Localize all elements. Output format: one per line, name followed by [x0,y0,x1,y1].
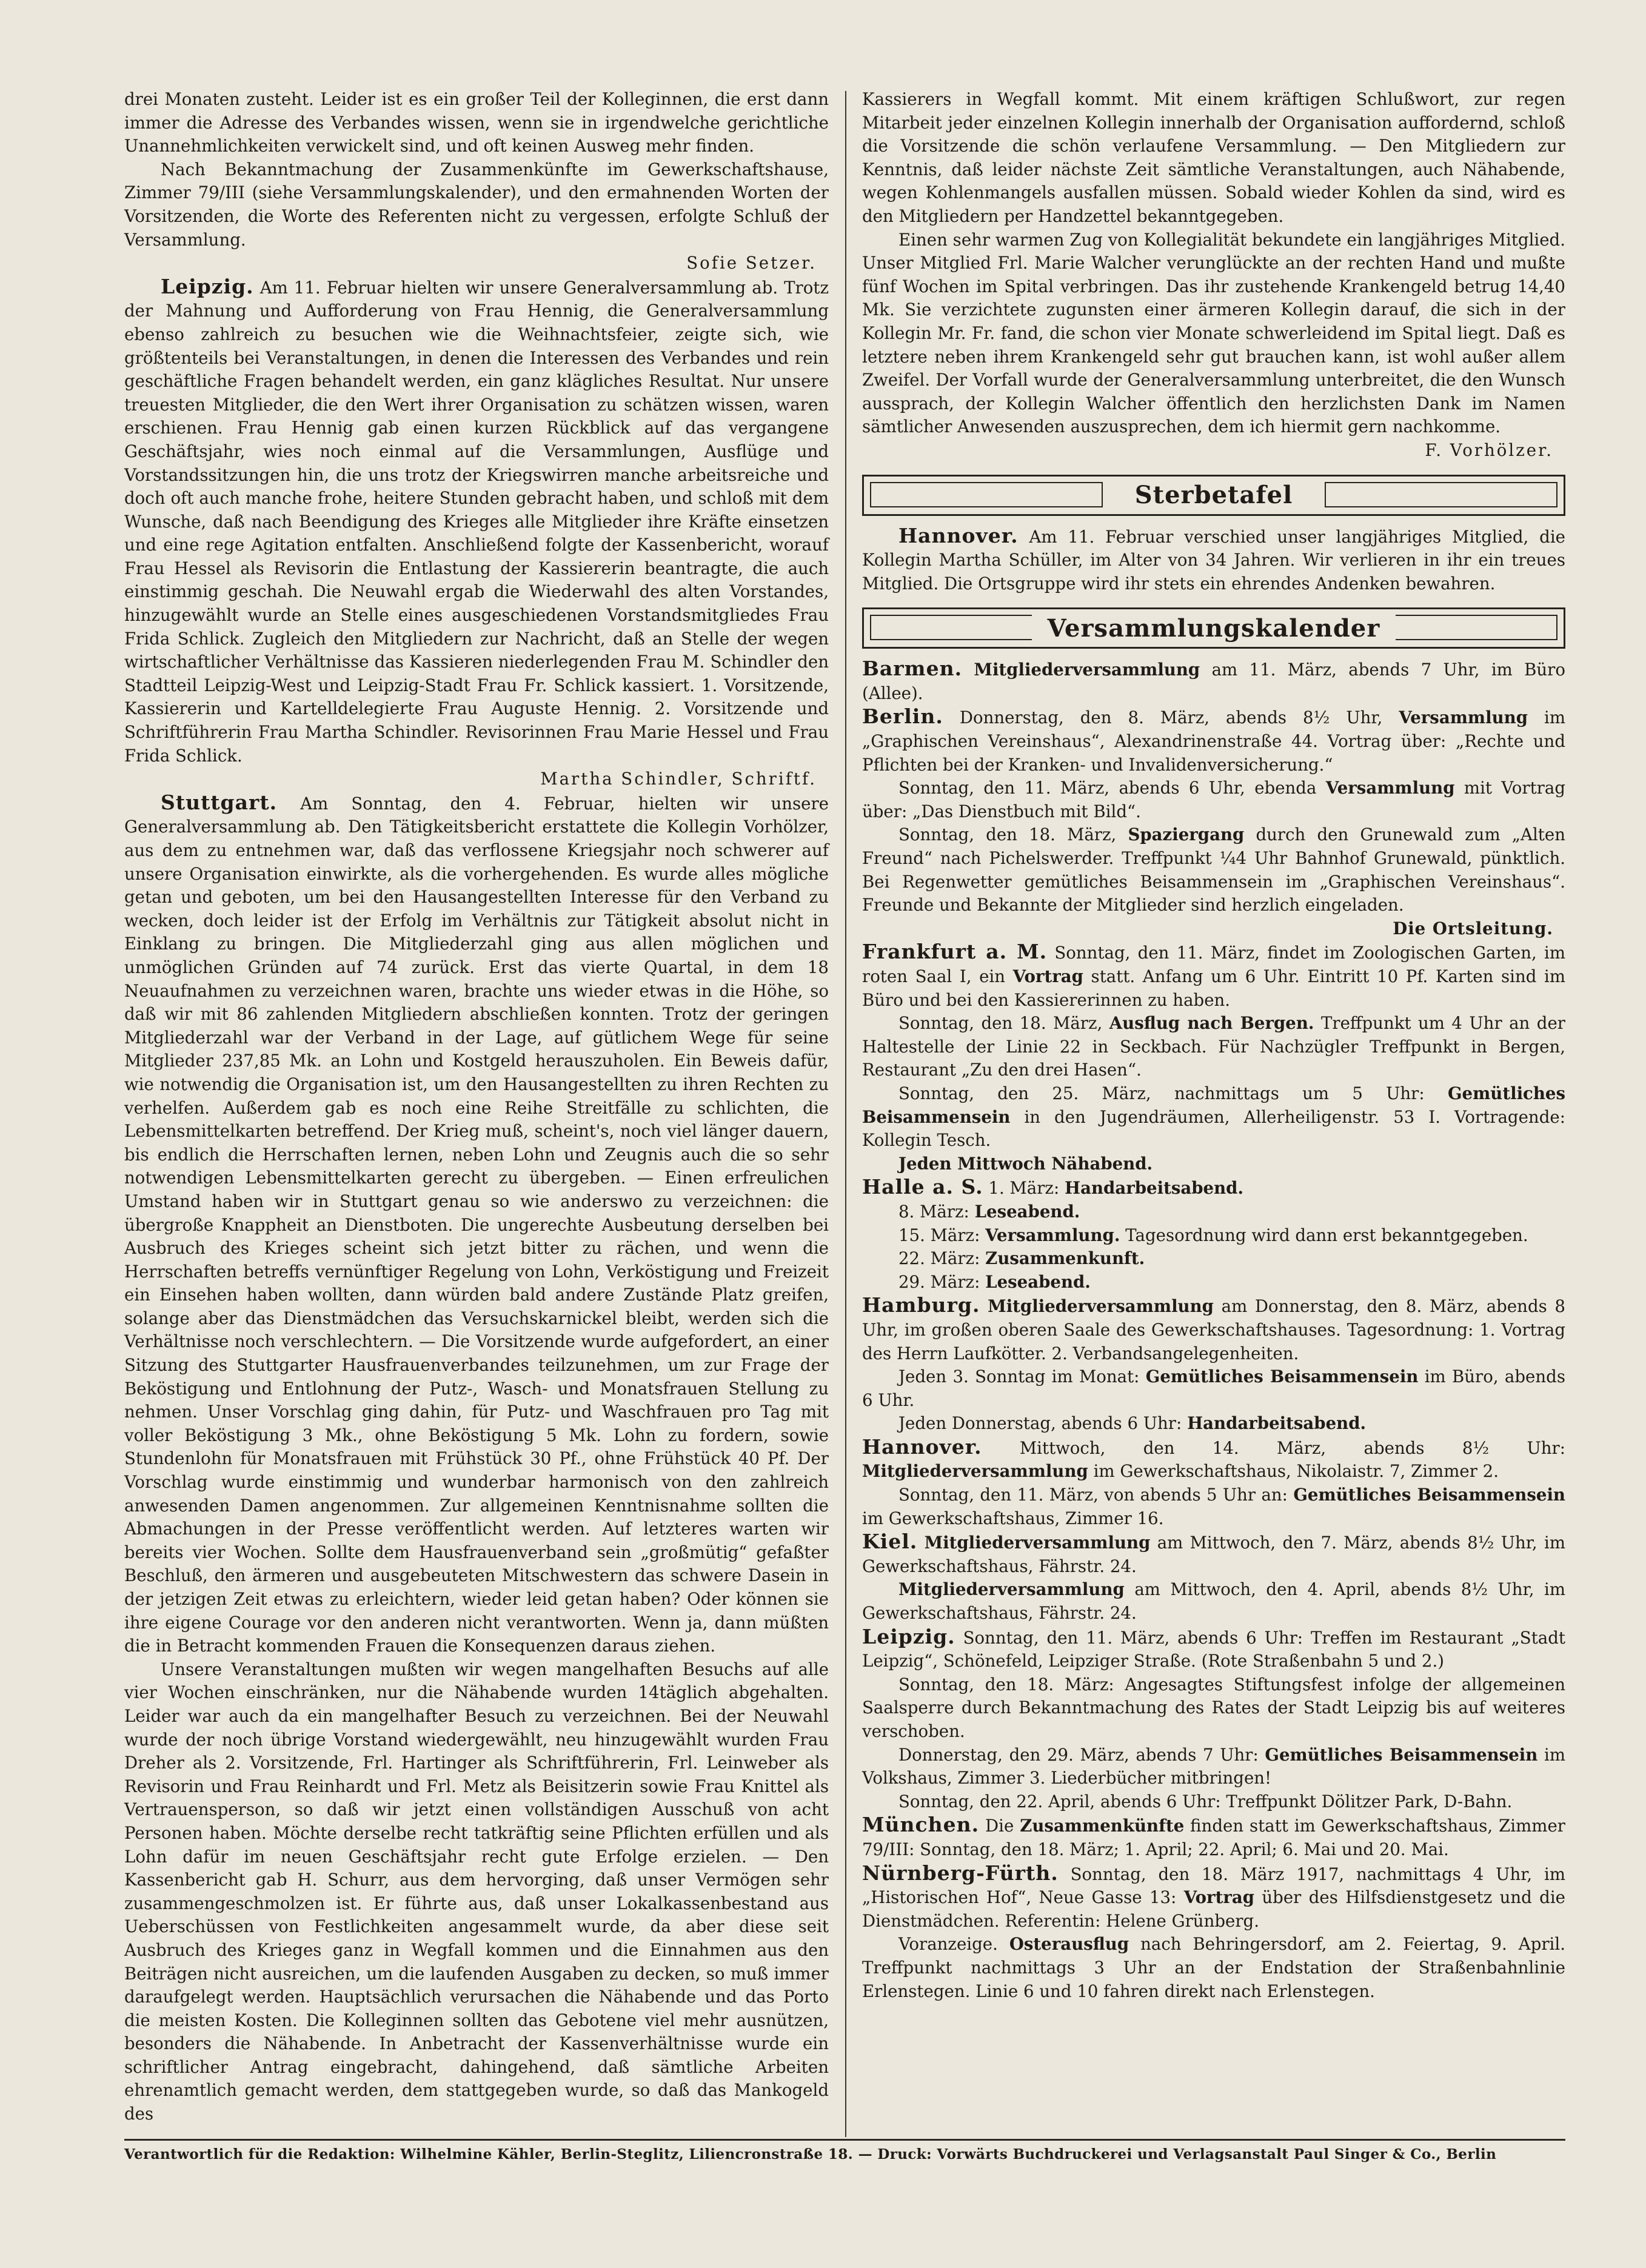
event-keyword: Osterausflug [1009,1934,1129,1955]
event-text: im „Graphischen Vereinshaus“, Alexandrinenstraße 44. Vortrag über: „Rechte und Pflichten bei der Kranken- und Invalidenversicherung.“ [862,707,1565,775]
event-keyword: Vortrag [1012,966,1083,986]
signature: Martha Schindler, Schriftf. [540,769,817,789]
event-keyword: Vortrag [1183,1887,1255,1908]
report-stuttgart-cont: Unsere Veranstaltungen mußten wir wegen mangelhaften Besuchs auf alle vier Wochen einschränken, nur die Nähabende wurden 14täglich abgehalten. Leider war auch da ein mangelhafter Besuch zu verzeichnen. Bei der Neuwahl wurde der noch übrige Vorstand wiedergewählt, neu hinzugewählt wurden Frau Dreher als 2. Vorsitzende, Frl. Hartinger als Schriftführerin, Frl. Leinweber als Revisorin und Frau Reinhardt und Frl. Metz als Beisitzerin sowie Frau Knittel als Vertrauensperson, so daß wir jetzt einen vollständigen Ausschuß von acht Personen haben. Möchte derselbe recht tatkräftig seine Pflichten erfüllen und als Lohn dafür im neuen Geschäftsjahr recht gute Erfolge erzielen. — Den Kassenbericht gab H. Schurr, aus dem hervorging, daß unser Vermögen sehr zusammengeschmolzen ist. Er führte aus, daß unser Lokalkassenbestand aus Ueberschüssen von Festlichkeiten angesammelt wurde, da aber diese seit Ausbruch des Krieges ganz in Wegfall kommen und die Einnahmen aus den Beiträgen nicht ausreichen, um die laufenden Ausgaben zu decken, so muß immer daraufgelegt werden. Hauptsächlich verursachen die Nähabende und das Porto die meisten Kosten. Die Kolleginnen sollten das Gebotene viel mehr ausnützen, besonders die Nähabende. In Anbetracht der Kassenverhältnisse wurde ein schriftlicher Antrag eingebracht, dahingehend, daß sämtliche Arbeiten ehrenamtlich gemacht werden, dem stattgegeben wurde, so daß das Mankogeld des [124,1659,829,2124]
event-keyword: Ausflug nach Bergen. [1109,1013,1314,1034]
event-keyword: Handarbeitsabend. [1065,1178,1244,1199]
event-hamburg-3 [862,1412,1565,1436]
event-text: Voranzeige. [898,1934,998,1955]
event-text: Sonntag, den 18. März, [898,825,1117,845]
event-berlin-2 [862,777,1565,823]
event-nuernberg [862,1862,1565,1933]
event-text: Jeden Donnerstag, abends 6 Uhr: [898,1413,1182,1434]
city-name: Nürnberg-Fürth. [862,1861,1059,1885]
event-text: Treffpunkt um 4 Uhr an der Haltestelle der Linie 22 in Seckbach. Für Nachzügler Treffpunkt in Bergen, Restaurant „Zu den drei Hasen“. [862,1013,1565,1080]
header-frame-left [870,482,1103,507]
event-text: am Mittwoch, den 7. März, abends 8½ Uhr, im Gewerkschaftshaus, Fährstr. 24. [862,1533,1565,1576]
event-keyword: Mitgliederversammlung [988,1296,1214,1317]
kalender-header [862,607,1565,649]
city-name: München. [862,1813,980,1837]
event-muenchen [862,1813,1565,1861]
event-halle-2 [862,1200,1565,1224]
event-text: im Gewerkschaftshaus, Zimmer 16. [862,1508,1164,1528]
event-text: Sonntag, den 18. März 1917, nachmittags 4 Uhr, im „Historischen Hof“, Neue Gasse 13: [862,1864,1565,1908]
event-hamburg-2 [862,1365,1565,1412]
event-text: Sonntag, den 11. März, abends 6 Uhr: Treffen im Restaurant „Stadt Leipzig“, Schönefeld, Leipziger Straße. (Rote Straßenbahn 5 und 2.) [862,1627,1565,1671]
obituary-text: Am 11. Februar verschied unser langjähriges Mitglied, die Kollegin Martha Schüller, im Alter von 34 Jahren. Wir verlieren in ihr ein treues Mitglied. Die Ortsgruppe wird ihr stets ein ehrendes Andenken bewahren. [862,526,1565,594]
event-keyword: Gemütliches Beisammensein [862,1083,1566,1127]
event-keyword: Mitgliederversammlung [898,1579,1125,1600]
event-text: 8. März: [898,1201,969,1222]
report-text: Am Sonntag, den 4. Februar, hielten wir unsere Generalversammlung ab. Den Tätigkeitsbericht erstattete die Kollegin Vorhölzer, aus dem zu entnehmen war, daß das verflossene Kriegsjahr noch schwerer auf unsere Organisation einwirkte, als die vorhergehenden. Es wurde alles mögliche getan und geboten, um bei den Hausangestellten Interesse für den Verband zu wecken, doch leider ist der Erfolg im Verhältnis zur Tätigkeit absolut nicht in Einklang zu bringen. Die Mitgliederzahl ging aus allen möglichen und unmöglichen Gründen auf 74 zurück. Erst das vierte Quartal, in dem 18 Neuaufnahmen zu verzeichnen waren, brachte uns wieder etwas in die Höhe, so daß wir mit 86 zahlenden Mitgliedern abschließen konnten. Trotz der geringen Mitgliederzahl war der Verband in der Lage, auf gütlichem Wege für seine Mitglieder 237,85 Mk. an Lohn und Kostgeld herauszuholen. Ein Beweis dafür, wie notwendig die Organisation ist, um den Hausangestellten zu ihren Rechten zu verhelfen. Außerdem gab es noch eine Reihe Streitfälle zu schlichten, die Lebensmittelkarten betreffend. Der Krieg muß, scheint's, noch viel länger dauern, bis endlich die Herrschaften lernen, neben Lohn und Zeugnis auch die so sehr notwendigen Lebensmittelkarten gerecht zu übergeben. — Einen erfreulichen Umstand haben wir in Stuttgart genau so wie anderswo zu verzeichnen: die übergroße Knappheit an Dienstboten. Die ungerechte Ausbeutung derselben bei Ausbruch des Krieges scheint sich jetzt bitter zu rächen, und wenn die Herrschaften betreffs vernünftiger Regelung von Lohn, Verköstigung und Freizeit ein Einsehen haben wollten, dann würden bald andere Zustände Platz greifen, solange aber das Dienstmädchen das Versuchskarnickel bleibt, werden sich die Verhältnisse noch verschlechtern. — Die Vorsitzende wurde aufgefordert, an einer Sitzung des Stuttgarter Hausfrauenverbandes teilzunehmen, um zur Frage der Beköstigung und Entlohnung der Putz-, Wasch- und Monatsfrauen Stellung zu nehmen. Unser Vorschlag ging dahin, für Putz- und Waschfrauen pro Tag mit voller Beköstigung 3 Mk., ohne Beköstigung 5 Mk. Lohn zu fordern, sowie Stundenlohn für Monatsfrauen mit Frühstück 30 Pf., ohne Frühstück 40 Pf. Der Vorschlag wurde einstimmig und wunderbar harmonisch von den zahlreich anwesenden Damen angenommen. Zur allgemeinen Kenntnisnahme sollten die Abmachungen in der Presse veröffentlicht werden. Auf letzteres warten wir bereits vier Wochen. Sollte dem Hausfrauenverband sein „großmütig“ gefaßter Beschluß, den ärmeren und ausgebeuteten Mitschwestern das schwere Dasein in der jetzigen Zeit etwas zu erleichtern, wieder leid getan haben? Oder können sie ihre eigene Courage vor den anderen nicht verantworten. Wenn ja, dann müßten die in Betracht kommenden Frauen die Konsequenzen daraus ziehen. [124,793,829,1656]
event-berlin [862,705,1565,777]
event-text: finden statt im Gewerkschaftshaus, Zimmer 79/III: Sonntag, den 18. März; 1. April; 22. April; 6. Mai und 20. Mai. [862,1816,1565,1859]
event-keyword: Mitgliederversammlung [974,660,1200,680]
event-hannover-2 [862,1484,1565,1530]
event-text: Mittwoch, den 14. März, abends 8½ Uhr: [1019,1437,1565,1458]
event-barmen [862,657,1565,705]
event-leipzig-2: Sonntag, den 18. März: Angesagtes Stiftungsfest infolge der allgemeinen Saalsperre durch Bekanntmachung des Rates der Stadt Leipzig bis auf weiteres verschoben. [862,1674,1565,1741]
event-hamburg [862,1294,1565,1365]
sterbetafel-header [862,475,1565,516]
event-text: Die [985,1816,1014,1836]
intro-paragraph-2: Nach Bekanntmachung der Zusammenkünfte im Gewerkschaftshause, Zimmer 79/III (siehe Versammlungskalender), und den ermahnenden Worten der Vorsitzenden, die Worte des Referenten nicht zu vergessen, erfolgte Schluß der Versammlung. [124,159,829,250]
section-title: Sterbetafel [1119,481,1309,509]
city-name: Stuttgart. [161,790,278,814]
obituary-hannover [862,524,1565,596]
event-text: mit Vortrag über: „Das Dienstbuch mit Bild“. [862,778,1565,821]
event-keyword: Spaziergang [1128,825,1245,845]
event-text: 1. März: [988,1178,1060,1199]
event-text: Donnerstag, den 29. März, abends 7 Uhr: [898,1744,1259,1765]
left-column [124,88,829,2126]
event-text: statt. Anfang um 6 Uhr. Eintritt 10 Pf. Karten sind im Büro und bei den Kassiererinnen zu haben. [862,966,1565,1010]
event-frankfurt-2 [862,1012,1565,1082]
city-name: Hamburg. [862,1293,980,1317]
section-title: Versammlungskalender [1032,614,1396,643]
event-keyword: Gemütliches Beisammensein [1293,1485,1565,1505]
city-name: Hannover. [898,523,1019,547]
city-name: Halle a. S. [862,1175,983,1199]
city-name: Hannover. [862,1434,982,1459]
event-leipzig-3 [862,1744,1565,1790]
event-leipzig [862,1625,1565,1673]
right-column [862,88,1565,2003]
event-keyword: Leseabend. [974,1201,1080,1222]
event-keyword: Handarbeitsabend. [1187,1413,1367,1434]
header-frame-right [1325,482,1557,507]
city-name: Barmen. [862,657,963,681]
event-keyword: Zusammenkünfte [1020,1816,1185,1836]
event-text: Sonntag, den 11. März, abends 6 Uhr, ebenda [898,778,1317,798]
event-keyword: Versammlung. [985,1225,1120,1245]
event-text: Sonntag, den 11. März, von abends 5 Uhr an: [898,1485,1288,1505]
event-keyword: Leseabend. [985,1271,1091,1292]
report-text: Am 11. Februar hielten wir unsere Generalversammlung ab. Trotz der Mahnung und Aufforderung von Frau Hennig, die Generalversammlung ebenso zahlreich zu besuchen wie die Weihnachtsfeier, zeigte sich, wie größtenteils bei Veranstaltungen, in denen die Interessen des Verbandes und rein geschäftliche Fragen behandelt werden, ein ganz klägliches Resultat. Nur unsere treuesten Mitglieder, die den Wert ihrer Organisation zu schätzen wissen, waren erschienen. Frau Hennig gab einen kurzen Rückblick auf das vergangene Geschäftsjahr, wies noch einmal auf die Versammlungen, Ausflüge und Vorstandssitzungen hin, die uns trotz der Kriegswirren manche arbeitsreiche und doch oft auch manche frohe, heitere Stunden gebracht haben, und schloß mit dem Wunsche, daß nach Beendigung des Krieges alle Mitglieder ihre Kräfte einsetzen und eine rege Agitation entfalten. Anschließend folgte der Kassenbericht, worauf Frau Hessel als Revisorin die Entlastung der Kassiererin beantragte, die auch einstimmig geschah. Die Neuwahl ergab die Wiederwahl des alten Vorstandes, hinzugewählt wurde an Stelle eines ausgeschiedenen Vorstandsmitgliedes Frau Frida Schlick. Zugleich den Mitgliedern zur Nachricht, daß an Stelle der wegen wirtschaftlicher Verhältnisse das Kassieren niederlegenden Frau M. Schindler den Stadtteil Leipzig-West und Leipzig-Stadt Frau Fr. Schlick kassiert. 1. Vorsitzende, Kassiererin und Kartelldelegierte Frau Auguste Hennig. 2. Vorsitzende und Schriftführerin Frau Martha Schindler. Revisorinnen Frau Marie Hessel und Frau Frida Schlick. [124,277,829,766]
event-text: über des Hilfsdienstgesetz und die Dienstmädchen. Referentin: Helene Grünberg. [862,1887,1565,1931]
event-text: Sonntag, den 25. März, nachmittags um 5 Uhr: [898,1083,1425,1103]
continued-paragraph-2: Einen sehr warmen Zug von Kollegialität bekundete ein langjähriges Mitglied. Unser Mitglied Frl. Marie Walcher verunglückte an der rechten Hand und mußte fünf Wochen im Spital verbringen. Das ihr zustehende Krankengeld betrug 14,40 Mk. Sie verzichtete zugunsten einer ärmeren Kollegin darauf, die sich in der Kollegin Mr. Fr. fand, die schon vier Monate schwerleidend im Spital liegt. Daß es letztere neben ihrem Krankengeld sehr gut brauchen kann, ist wohl außer allem Zweifel. Der Vorfall wurde der Generalversammlung unterbreitet, die den Wunsch aussprach, der Kollegin Walcher öffentlich den herzlichsten Dank im Namen sämtlicher Anwesenden auszusprechen, dem ich hiermit gern nachkomme. [862,229,1565,437]
event-text: Sonntag, den 11. März, findet im Zoologischen Garten, im roten Saal I, ein [862,943,1565,986]
event-text: nach Behringersdorf, am 2. Feiertag, 9. April. Treffpunkt nachmittags 3 Uhr an der Endstation der Straßenbahnlinie Erlenstegen. Linie 6 und 10 fahren direkt nach Erlenstegen. [862,1934,1565,2001]
event-frankfurt [862,940,1565,1012]
city-name: Kiel. [862,1530,918,1554]
event-text: am 11. März, abends 7 Uhr, im Büro (Allee). [862,660,1565,703]
city-name: Leipzig. [862,1624,955,1648]
event-text: Sonntag, den 18. März, [898,1013,1103,1034]
event-kiel-2 [862,1578,1565,1625]
event-text: im Volkshaus, Zimmer 3. Liederbücher mitbringen! [862,1744,1566,1788]
event-halle-3 [862,1224,1565,1248]
intro-paragraph: drei Monaten zusteht. Leider ist es ein großer Teil der Kolleginnen, die erst dann immer die Adresse des Verbandes wissen, wenn sie in irgendwelche gerichtliche Unannehmlichkeiten verwickelt sind, und oft keinen Ausweg mehr finden. [124,89,829,156]
event-leipzig-4: Sonntag, den 22. April, abends 6 Uhr: Treffpunkt Dölitzer Park, D-Bahn. [898,1791,1513,1811]
event-text: 15. März: [898,1225,980,1245]
event-text: Jeden 3. Sonntag im Monat: [898,1366,1140,1387]
report-leipzig [124,275,829,768]
city-name: Berlin. [862,704,943,729]
event-halle-4 [862,1247,1565,1271]
signature: F. Vorhölzer. [1425,440,1553,460]
event-text: im Büro, abends 6 Uhr. [862,1366,1565,1410]
imprint-footer: Verantwortlich für die Redaktion: Wilhelmine Kähler, Berlin-Steglitz, Liliencronstraße 18. — Druck: Vorwärts Buchdruckerei und Verlagsanstalt Paul Singer & Co., Berlin [124,2146,1497,2163]
event-halle [862,1176,1565,1200]
event-keyword: Mitgliederversammlung [862,1461,1088,1482]
footer-rule [124,2139,1565,2141]
event-halle-5 [862,1271,1565,1294]
column-divider [845,91,846,2137]
city-name: Leipzig. [161,274,254,298]
event-text: durch den Grunewald zum „Alten Freund“ nach Pichelswerder. Treffpunkt ¼4 Uhr Bahnhof Grunewald, pünktlich. Bei Regenwetter gemütliches Beisammensein im „Graphischen Vereinshaus“. Freunde und Bekannte der Mitglieder sind herzlich eingeladen. [862,825,1565,915]
event-text: Tagesordnung wird dann erst bekanntgegeben. [1125,1225,1528,1245]
event-frankfurt-3 [862,1082,1565,1152]
event-frankfurt-4: Jeden Mittwoch Nähabend. [898,1153,1153,1174]
event-keyword: Zusammenkunft. [985,1248,1145,1269]
event-text: im Gewerkschaftshaus, Nikolaistr. 7, Zimmer 2. [1093,1461,1499,1482]
event-keyword: Mitgliederversammlung [924,1533,1151,1553]
event-text: am Donnerstag, den 8. März, abends 8 Uhr, im großen oberen Saale des Gewerkschaftshauses. Tagesordnung: 1. Vortrag des Herrn Laufkötter. 2. Verbandsangelegenheiten. [862,1296,1565,1363]
event-hannover [862,1436,1565,1484]
event-berlin-3 [862,823,1565,917]
event-keyword: Gemütliches Beisammensein [1145,1366,1419,1387]
event-text: in den Jugendräumen, Allerheiligenstr. 53 I. Vortragende: Kollegin Tesch. [862,1106,1565,1151]
continued-paragraph: Kassierers in Wegfall kommt. Mit einem kräftigen Schlußwort, zur regen Mitarbeit jeder einzelnen Kollegin innerhalb der Organisation auffordernd, schloß die Vorsitzende die schön verlaufene Versammlung. — Den Mitgliedern zur Kenntnis, daß leider nächste Zeit sämtliche Veranstaltungen, auch Nähabende, wegen Kohlenmangels ausfallen müssen. Sobald wieder Kohlen da sind, wird es den Mitgliedern per Handzettel bekanntgegeben. [862,89,1565,226]
signature: Die Ortsleitung. [1393,918,1553,938]
event-text: 29. März: [898,1271,980,1292]
event-keyword: Versammlung [1399,707,1528,728]
report-stuttgart [124,791,829,1658]
signature: Sofie Setzer. [686,253,817,273]
event-text: Donnerstag, den 8. März, abends 8½ Uhr, [959,707,1383,728]
event-nuernberg-2 [862,1933,1565,2003]
event-keyword: Versammlung [1325,778,1455,798]
city-name: Frankfurt a. M. [862,940,1048,964]
event-text: am Mittwoch, den 4. April, abends 8½ Uhr, im Gewerkschaftshaus, Fährstr. 24. [862,1579,1565,1624]
event-text: 22. März: [898,1248,980,1269]
event-keyword: Gemütliches Beisammensein [1265,1744,1538,1765]
event-kiel [862,1530,1565,1578]
